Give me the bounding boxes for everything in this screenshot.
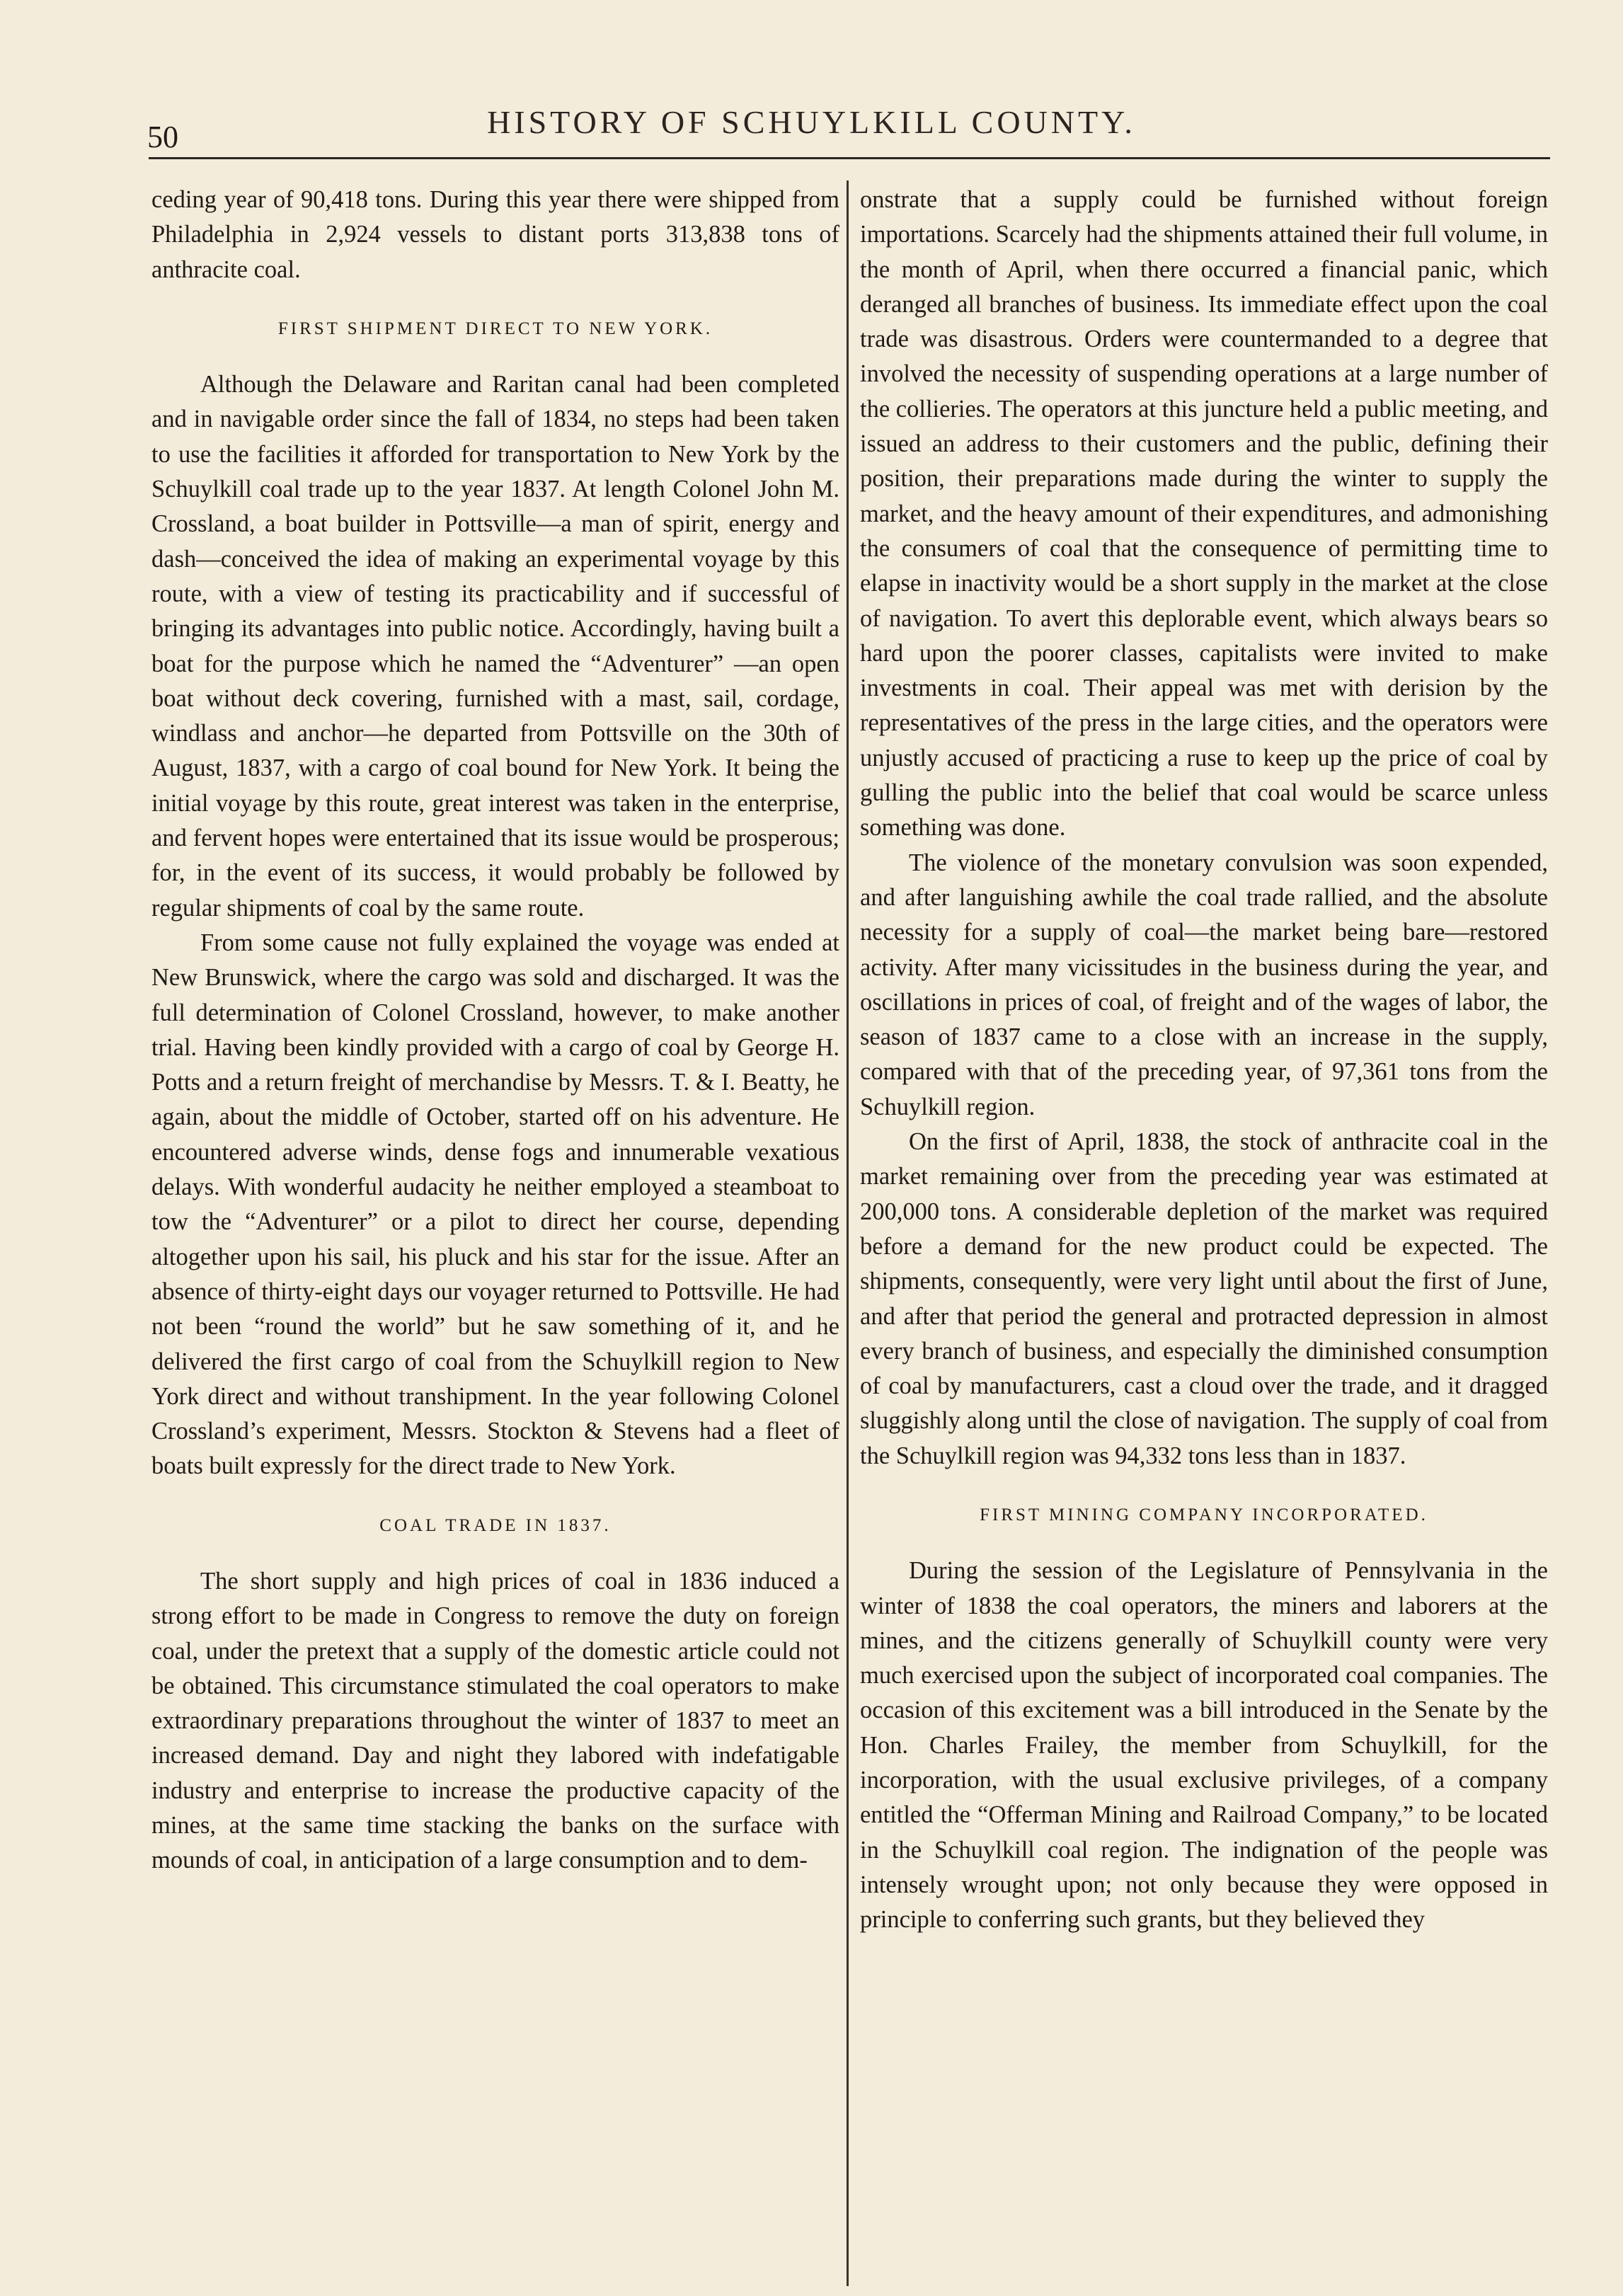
- paragraph: The violence of the monetary convulsion was soon expended, and after languishing awhile the coal trade rallied, and the absolute necessity for a supply of coal—the market being bare—restored activity. After many vicissitudes in the business during the year, and oscillations in prices of coal, of freight and of the wages of labor, the season of 1837 came to a close with an increase in the supply, compared with that of the preceding year, of 97,361 tons from the Schuylkill region.: [860, 849, 1548, 1120]
- left-column: [151, 183, 839, 1878]
- paragraph: Although the Delaware and Raritan canal had been completed and in navigable order since the fall of 1834, no steps had been taken to use the facilities it afforded for transportation to New York by the Schuylkill coal trade up to the year 1837. At length Colonel John M. Crossland, a boat builder in Pottsville—a man of spirit, energy and dash—conceived the idea of making an experimental voyage by this route, with a view of testing its practicability and if successful of bringing its advantages into public notice. Accordingly, having built a boat for the purpose which he named the “Adventurer” —an open boat without deck covering, furnished with a mast, sail, cordage, windlass and anchor—he departed from Pottsville on the 30th of August, 1837, with a cargo of coal bound for New York. It being the initial voyage by this route, great interest was taken in the enterprise, and fervent hopes were entertained that its issue would be prosperous; for, in the event of its success, it would probably be followed by regular shipments of coal by the same route.: [151, 371, 839, 922]
- right-column: [860, 183, 1548, 1938]
- paragraph: On the first of April, 1838, the stock of anthracite coal in the market remaining over from the preceding year was estimated at 200,000 tons. A considerable depletion of the market was required before a demand for the new product could be expected. The shipments, consequently, were very light until about the first of June, and after that period the general and protracted depression in almost every branch of business, and especially the diminished consumption of coal by manufacturers, cast a cloud over the trade, and it dragged sluggishly along until the close of navigation. The supply of coal from the Schuylkill region was 94,332 tons less than in 1837.: [860, 1128, 1548, 1469]
- section-heading: COAL TRADE IN 1837.: [379, 1515, 612, 1535]
- paragraph: onstrate that a supply could be furnished without foreign importations. Scarcely had the shipments attained their full volume, in the month of April, when there occurred a financial panic, which deranged all branches of business. Its immediate effect upon the coal trade was disastrous. Orders were countermanded to a degree that involved the necessity of suspending operations at a large number of the collieries. The operators at this juncture held a public meeting, and issued an address to their customers and the public, defining their position, their preparations made during the winter to supply the market, and the heavy amount of their expenditures, and admonishing the consumers of coal that the consequence of permitting time to elapse in inactivity would be a short supply in the market at the close of navigation. To avert this deplorable event, which always bears so hard upon the poorer classes, capitalists were invited to make investments in coal. Their appeal was met with derision by the representatives of the press in the large cities, and the operators were unjustly accused of practicing a ruse to keep up the price of coal by gulling the public into the belief that coal would be scarce unless something was done.: [860, 186, 1548, 842]
- paragraph: During the session of the Legislature of Pennsylvania in the winter of 1838 the coal operators, the miners and laborers at the mines, and the citizens generally of Schuylkill county were very much exercised upon the subject of incorporated coal companies. The occasion of this excitement was a bill introduced in the Senate by the Hon. Charles Frailey, the member from Schuylkill, for the incorporation, with the usual exclusive privileges, of a company entitled the “Offerman Mining and Railroad Company,” to be located in the Schuylkill coal region. The indignation of the people was intensely wrought upon; not only because they were opposed in principle to conferring such grants, but they believed they: [860, 1557, 1548, 1934]
- paragraph: ceding year of 90,418 tons. During this year there were shipped from Philadelphia in 2,924 vessels to distant ports 313,838 tons of anthracite coal.: [151, 186, 839, 283]
- section-heading: FIRST MINING COMPANY INCORPORATED.: [980, 1505, 1428, 1525]
- section-heading: FIRST SHIPMENT DIRECT TO NEW YORK.: [277, 318, 713, 338]
- header-rule: [149, 157, 1550, 159]
- running-header: HISTORY OF SCHUYLKILL COUNTY.: [487, 104, 1136, 140]
- paragraph: From some cause not fully explained the voyage was ended at New Brunswick, where the cargo was sold and discharged. It was the full determination of Colonel Crossland, however, to make another trial. Having been kindly provided with a cargo of coal by George H. Potts and a return freight of merchandise by Messrs. T. & I. Beatty, he again, about the middle of October, started off on his adventure. He encountered adverse winds, dense fogs and innumerable vexatious delays. With wonderful audacity he neither employed a steamboat to tow the “Adventurer” or a pilot to direct her course, depending altogether upon his sail, his pluck and his star for the issue. After an absence of thirty-eight days our voyager returned to Pottsville. He had not been “round the world” but he saw something of it, and he delivered the first cargo of coal from the Schuylkill region to New York direct and without transhipment. In the year following Colonel Crossland’s experiment, Messrs. Stockton & Stevens had a fleet of boats built expressly for the direct trade to New York.: [151, 929, 839, 1480]
- paragraph: The short supply and high prices of coal in 1836 induced a strong effort to be made in Congress to remove the duty on foreign coal, under the pretext that a supply of the domestic article could not be obtained. This circumstance stimulated the coal operators to make extraordinary preparations throughout the winter of 1837 to meet an increased demand. Day and night they labored with indefatigable industry and enterprise to increase the productive capacity of the mines, at the same time stacking the banks on the surface with mounds of coal, in anticipation of a large consumption and to dem-: [151, 1567, 839, 1874]
- column-divider: [847, 180, 849, 2286]
- page-number: 50: [147, 120, 178, 154]
